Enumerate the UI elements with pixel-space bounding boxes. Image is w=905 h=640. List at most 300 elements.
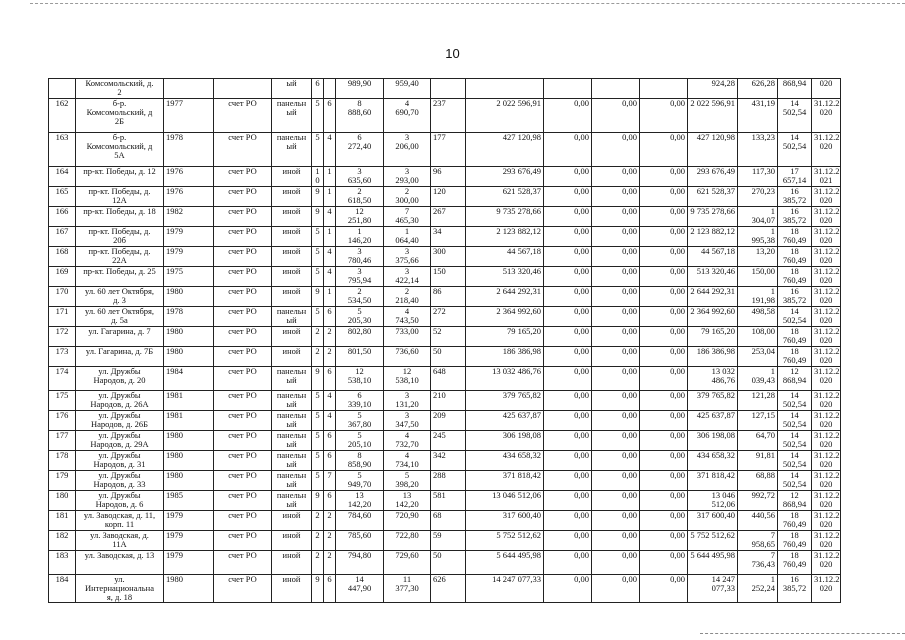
cell-line: 293 676,49 xyxy=(502,166,541,176)
cell-area-total xyxy=(336,575,384,603)
cell-c1 xyxy=(544,531,592,551)
cell-wall xyxy=(272,267,312,287)
cell-area-total xyxy=(336,327,384,347)
cell-line: 9 xyxy=(315,574,320,584)
cell-line: 888,60 xyxy=(347,107,372,117)
cell-residents xyxy=(431,287,466,307)
cell-residents xyxy=(431,471,466,491)
cell-deadline xyxy=(812,287,841,307)
cell-floors xyxy=(312,307,324,327)
cell-line: 5А xyxy=(114,150,125,160)
cell-fund xyxy=(214,391,272,411)
cell-max-cost xyxy=(778,79,812,99)
cell-line: 995,38 xyxy=(751,235,775,245)
cell-line: счет РО xyxy=(228,390,257,400)
cell-line: 1979 xyxy=(166,246,183,256)
cell-year xyxy=(164,511,214,531)
cell-max-cost xyxy=(778,431,812,451)
cell-line: 371 818,42 xyxy=(502,470,541,480)
cell-line: 9 xyxy=(315,206,320,216)
cell-spec-cost xyxy=(738,133,778,167)
cell-residents xyxy=(431,227,466,247)
cell-floors xyxy=(312,287,324,307)
cell-c2 xyxy=(592,133,640,167)
cell-line: 272 xyxy=(433,306,446,316)
cell-area-total xyxy=(336,451,384,471)
cell-area-living xyxy=(384,99,431,133)
cell-line: 44 567,18 xyxy=(701,246,735,256)
cell-entrances xyxy=(324,347,336,367)
cell-c2 xyxy=(592,287,640,307)
cell-c3 xyxy=(640,411,688,431)
cell-deadline xyxy=(812,451,841,471)
cell-line: 0,00 xyxy=(574,326,589,336)
cell-line: ый xyxy=(286,499,297,509)
cell-line: 0,00 xyxy=(574,574,589,584)
cell-total-cost xyxy=(466,347,544,367)
cell-line: 1980 xyxy=(166,450,183,460)
cell-line: 020 xyxy=(819,459,833,469)
cell-line: ул. Заводская, д. xyxy=(90,530,149,540)
cell-line: 5 xyxy=(315,266,320,276)
cell-year xyxy=(164,431,214,451)
cell-line: 108,00 xyxy=(751,326,775,336)
cell-c2 xyxy=(592,99,640,133)
cell-line: 18 xyxy=(790,326,799,336)
cell-line: 0,00 xyxy=(574,246,589,256)
cell-line: 425 637,87 xyxy=(696,410,735,420)
cell-wall xyxy=(272,287,312,307)
cell-line: 020 xyxy=(819,255,833,265)
cell-line: б-р. xyxy=(112,98,127,108)
cell-spec-cost xyxy=(738,551,778,575)
cell-c1 xyxy=(544,307,592,327)
cell-c3 xyxy=(640,207,688,227)
cell-area-living xyxy=(384,431,431,451)
cell-line: 5 644 495,98 xyxy=(690,550,735,560)
cell-line: 16 xyxy=(790,206,799,216)
cell-line: 621 528,37 xyxy=(502,186,541,196)
cell-line: 52 xyxy=(433,326,442,336)
cell-line: пр-кт. Победы, д. xyxy=(88,246,151,256)
cell-c3 xyxy=(640,247,688,267)
cell-line: панельн xyxy=(276,132,307,142)
cell-area-total xyxy=(336,431,384,451)
cell-residents xyxy=(431,327,466,347)
cell-spec-cost xyxy=(738,391,778,411)
cell-max-cost xyxy=(778,133,812,167)
cell-line: 020 xyxy=(819,355,833,365)
cell-line: 177 xyxy=(433,132,446,142)
cell-c1 xyxy=(544,511,592,531)
cell-address xyxy=(76,367,164,391)
cell-line: ый xyxy=(286,419,297,429)
cell-line: 120 xyxy=(433,186,446,196)
cell-line: 635,60 xyxy=(347,175,372,185)
cell-entrances xyxy=(324,551,336,575)
cell-wall xyxy=(272,327,312,347)
cell-line: панельн xyxy=(276,410,307,420)
cell-line: ул. 60 лет Октября, xyxy=(84,306,155,316)
cell-line: 18 xyxy=(790,246,799,256)
cell-line: 1975 xyxy=(166,266,183,276)
cell-line: ул. 60 лет Октября, xyxy=(84,286,155,296)
table-row xyxy=(49,247,841,267)
cell-line: 31.12.2 xyxy=(814,366,840,376)
cell-line: 300 xyxy=(433,246,446,256)
cell-line: 498,58 xyxy=(751,306,775,316)
cell-line: 2 xyxy=(404,186,410,196)
cell-line: 31.12.2 xyxy=(814,430,840,440)
cell-residents xyxy=(431,167,466,187)
cell-area-living xyxy=(384,347,431,367)
cell-c2 xyxy=(592,79,640,99)
cell-line: 164 xyxy=(55,166,69,176)
cell-amount xyxy=(688,491,738,511)
cell-residents xyxy=(431,79,466,99)
cell-line: 795,94 xyxy=(347,275,372,285)
cell-line: Народов, д. 26Б xyxy=(91,419,148,429)
cell-line: 5 xyxy=(315,430,320,440)
cell-line: 371 818,42 xyxy=(696,470,735,480)
cell-c1 xyxy=(544,575,592,603)
cell-line: 0,00 xyxy=(574,430,589,440)
cell-line: 162 xyxy=(55,98,69,108)
cell-line: 367,80 xyxy=(347,419,372,429)
cell-line: 270,23 xyxy=(751,186,775,196)
cell-line: 13 046 512,06 xyxy=(492,490,541,500)
cell-line: 183 xyxy=(55,550,69,560)
cell-line: 020 xyxy=(819,235,833,245)
cell-no xyxy=(49,491,76,511)
cell-wall xyxy=(272,431,312,451)
cell-line: 538,10 xyxy=(347,375,372,385)
cell-year xyxy=(164,367,214,391)
cell-amount xyxy=(688,247,738,267)
cell-year xyxy=(164,187,214,207)
cell-line: 434 658,32 xyxy=(502,450,541,460)
cell-c3 xyxy=(640,575,688,603)
cell-total-cost xyxy=(466,99,544,133)
cell-line: панельн xyxy=(276,366,307,376)
cell-deadline xyxy=(812,491,841,511)
cell-line: 169 xyxy=(55,266,69,276)
cell-line: 127,15 xyxy=(751,410,775,420)
cell-line: 3 xyxy=(357,266,362,276)
cell-line: ый xyxy=(286,399,297,409)
cell-c1 xyxy=(544,133,592,167)
cell-max-cost xyxy=(778,99,812,133)
cell-spec-cost xyxy=(738,411,778,431)
cell-c3 xyxy=(640,451,688,471)
cell-address xyxy=(76,287,164,307)
cell-line: 186 386,98 xyxy=(502,346,541,356)
cell-line: 2 xyxy=(315,530,320,540)
table-row xyxy=(49,551,841,575)
cell-address xyxy=(76,411,164,431)
cell-line: 5 xyxy=(315,470,320,480)
cell-amount xyxy=(688,411,738,431)
cell-line: 206,00 xyxy=(395,141,419,151)
cell-line: 1982 xyxy=(166,206,183,216)
cell-address xyxy=(76,267,164,287)
cell-deadline xyxy=(812,99,841,133)
cell-year xyxy=(164,391,214,411)
cell-line: 142,20 xyxy=(395,499,419,509)
cell-total-cost xyxy=(466,267,544,287)
cell-no xyxy=(49,267,76,287)
cell-line: 020 xyxy=(819,335,833,345)
cell-line: 538,10 xyxy=(395,375,419,385)
cell-line: 385,72 xyxy=(782,295,807,305)
cell-spec-cost xyxy=(738,79,778,99)
cell-line: 1 xyxy=(357,226,362,236)
cell-line: 020 xyxy=(819,107,833,117)
cell-area-living xyxy=(384,187,431,207)
cell-fund xyxy=(214,207,272,227)
cell-line: 18 xyxy=(790,346,799,356)
cell-line: 176 xyxy=(55,410,69,420)
cell-line: 626 xyxy=(433,574,446,584)
table-row xyxy=(49,227,841,247)
cell-line: Интернациональна xyxy=(85,583,154,593)
cell-c3 xyxy=(640,287,688,307)
cell-amount xyxy=(688,391,738,411)
cell-line: 0,00 xyxy=(574,346,589,356)
cell-amount xyxy=(688,99,738,133)
cell-spec-cost xyxy=(738,451,778,471)
cell-line: 31.12.2 xyxy=(814,530,840,540)
cell-line: 780,46 xyxy=(347,255,372,265)
cell-area-living xyxy=(384,391,431,411)
cell-max-cost xyxy=(778,347,812,367)
cell-fund xyxy=(214,551,272,575)
cell-line: 6 xyxy=(315,78,320,88)
cell-line: 13 046 xyxy=(711,490,735,500)
cell-address xyxy=(76,187,164,207)
cell-line: иной xyxy=(282,346,301,356)
cell-line: 170 xyxy=(55,286,69,296)
cell-deadline xyxy=(812,187,841,207)
cell-wall xyxy=(272,471,312,491)
cell-line: 165 xyxy=(55,186,69,196)
cell-line: 12 xyxy=(355,206,364,216)
cell-entrances xyxy=(324,431,336,451)
cell-line: 31.12.2 xyxy=(814,306,840,316)
cell-line: 7 xyxy=(404,206,410,216)
cell-line: 4 xyxy=(404,450,410,460)
cell-line: 0,00 xyxy=(670,326,685,336)
cell-line: 2 364 992,60 xyxy=(496,306,541,316)
cell-line: счет РО xyxy=(228,450,257,460)
cell-wall xyxy=(272,187,312,207)
cell-entrances xyxy=(324,133,336,167)
cell-line: 0,00 xyxy=(670,166,685,176)
scan-edge-top xyxy=(30,3,905,4)
cell-line: 121,28 xyxy=(751,390,775,400)
cell-line: 14 xyxy=(790,132,799,142)
cell-amount xyxy=(688,167,738,187)
cell-no xyxy=(49,227,76,247)
cell-no xyxy=(49,307,76,327)
cell-floors xyxy=(312,511,324,531)
cell-line: 0,00 xyxy=(670,574,685,584)
cell-line: 4 xyxy=(327,132,332,142)
cell-line: 22А xyxy=(112,255,127,265)
cell-floors xyxy=(312,491,324,511)
cell-line: 760,49 xyxy=(782,519,807,529)
cell-c2 xyxy=(592,451,640,471)
cell-line: ый xyxy=(286,479,297,489)
cell-no xyxy=(49,431,76,451)
cell-year xyxy=(164,471,214,491)
cell-c1 xyxy=(544,167,592,187)
cell-line: 5 xyxy=(404,470,410,480)
cell-line: 760,49 xyxy=(782,255,807,265)
cell-area-living xyxy=(384,133,431,167)
cell-c3 xyxy=(640,187,688,207)
table-row xyxy=(49,327,841,347)
cell-line: 1985 xyxy=(166,490,183,500)
cell-line: 17 xyxy=(790,166,799,176)
cell-deadline xyxy=(812,307,841,327)
cell-line: 0,00 xyxy=(574,186,589,196)
cell-line: 18 xyxy=(790,530,799,540)
cell-line: ул. Дружбы xyxy=(98,410,141,420)
cell-line: 431,19 xyxy=(751,98,775,108)
cell-line: 0,00 xyxy=(670,186,685,196)
cell-area-living xyxy=(384,79,431,99)
cell-area-living xyxy=(384,451,431,471)
cell-c1 xyxy=(544,267,592,287)
cell-line: счет РО xyxy=(228,346,257,356)
cell-c1 xyxy=(544,99,592,133)
cell-line: 12 xyxy=(790,490,799,500)
cell-c3 xyxy=(640,79,688,99)
cell-line: 117,30 xyxy=(751,166,775,176)
cell-deadline xyxy=(812,411,841,431)
cell-c2 xyxy=(592,247,640,267)
cell-line: 6 xyxy=(327,574,332,584)
cell-year xyxy=(164,491,214,511)
cell-c3 xyxy=(640,367,688,391)
cell-line: 502,54 xyxy=(782,419,807,429)
cell-line: 0,00 xyxy=(574,206,589,216)
cell-line: 14 xyxy=(790,470,799,480)
cell-line: 191,98 xyxy=(751,295,775,305)
cell-line: 166 xyxy=(55,206,69,216)
cell-line: 077,33 xyxy=(711,583,735,593)
cell-max-cost xyxy=(778,167,812,187)
cell-line: 2 123 882,12 xyxy=(690,226,735,236)
cell-c2 xyxy=(592,327,640,347)
cell-year xyxy=(164,327,214,347)
cell-line: 760,49 xyxy=(782,559,807,569)
cell-line: 18 xyxy=(790,550,799,560)
cell-line: д. 5а xyxy=(111,315,128,325)
cell-line: 9 xyxy=(315,186,320,196)
cell-line: 0,00 xyxy=(622,132,637,142)
cell-c3 xyxy=(640,167,688,187)
cell-c3 xyxy=(640,267,688,287)
cell-line: 79 165,20 xyxy=(507,326,541,336)
cell-area-living xyxy=(384,367,431,391)
cell-year xyxy=(164,247,214,267)
cell-line: 293,00 xyxy=(395,175,419,185)
cell-line: иной xyxy=(282,266,301,276)
cell-line: 722,80 xyxy=(395,530,419,540)
cell-line: 31.12.2 xyxy=(814,266,840,276)
cell-line: 1980 xyxy=(166,346,183,356)
cell-line: 0,00 xyxy=(574,286,589,296)
cell-amount xyxy=(688,511,738,531)
cell-total-cost xyxy=(466,79,544,99)
cell-line: я, д. 18 xyxy=(106,592,133,602)
cell-line: 2 022 596,91 xyxy=(496,98,541,108)
cell-line: 6 xyxy=(357,132,362,142)
cell-area-living xyxy=(384,511,431,531)
cell-line: 210 xyxy=(433,390,446,400)
cell-no xyxy=(49,471,76,491)
cell-line: 2 xyxy=(315,326,320,336)
cell-line: 14 247 077,33 xyxy=(492,574,541,584)
cell-line: 0,00 xyxy=(670,390,685,400)
cell-line: 657,14 xyxy=(782,175,807,185)
cell-entrances xyxy=(324,187,336,207)
cell-max-cost xyxy=(778,511,812,531)
cell-line: счет РО xyxy=(228,132,257,142)
cell-area-total xyxy=(336,247,384,267)
cell-line: 385,72 xyxy=(782,195,807,205)
cell-line: 50 xyxy=(433,346,442,356)
cell-spec-cost xyxy=(738,307,778,327)
cell-line: 626,28 xyxy=(751,78,775,88)
cell-c1 xyxy=(544,287,592,307)
cell-line: 760,49 xyxy=(782,275,807,285)
cell-max-cost xyxy=(778,207,812,227)
cell-line: 2 644 292,31 xyxy=(690,286,735,296)
cell-no xyxy=(49,247,76,267)
cell-spec-cost xyxy=(738,167,778,187)
cell-line: 3 xyxy=(404,246,410,256)
cell-line: 251,80 xyxy=(347,215,372,225)
cell-line: 1979 xyxy=(166,530,183,540)
cell-c1 xyxy=(544,347,592,367)
cell-line: 020 xyxy=(819,195,833,205)
cell-entrances xyxy=(324,167,336,187)
cell-c2 xyxy=(592,267,640,287)
cell-entrances xyxy=(324,491,336,511)
cell-line: 44 567,18 xyxy=(507,246,541,256)
cell-no xyxy=(49,391,76,411)
cell-line: 253,04 xyxy=(751,346,775,356)
cell-line: 924,28 xyxy=(711,78,735,88)
cell-line: 79 165,20 xyxy=(701,326,735,336)
cell-line: 868,94 xyxy=(782,499,807,509)
cell-line: 6 xyxy=(327,490,332,500)
cell-line: 86 xyxy=(433,286,442,296)
cell-fund xyxy=(214,287,272,307)
cell-floors xyxy=(312,531,324,551)
cell-line: 31.12.2 xyxy=(814,510,840,520)
cell-line: 0,00 xyxy=(622,186,637,196)
cell-residents xyxy=(431,207,466,227)
cell-line: 9 735 278,66 xyxy=(496,206,541,216)
cell-address xyxy=(76,431,164,451)
cell-line: 0,00 xyxy=(670,226,685,236)
cell-line: 14 xyxy=(355,574,364,584)
cell-line: 178 xyxy=(55,450,69,460)
